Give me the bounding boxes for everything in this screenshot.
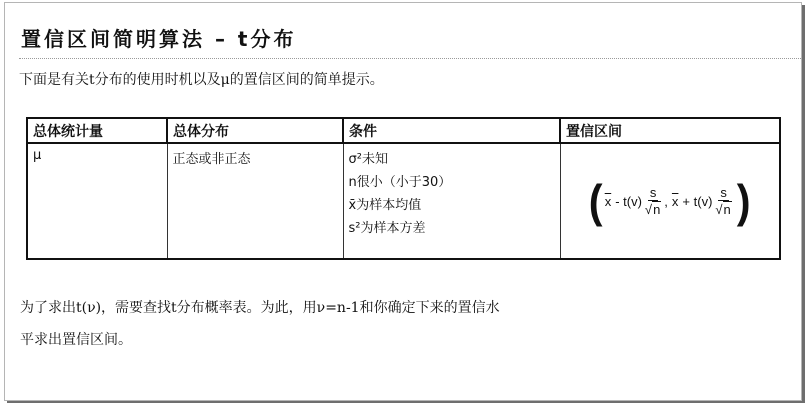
condition-item: n很小（小于30） bbox=[348, 175, 452, 190]
sqrt-icon: √ bbox=[644, 201, 653, 217]
cell-interval-formula bbox=[560, 143, 780, 259]
sqrt-radicand: n bbox=[653, 201, 661, 217]
condition-item: s²为样本方差 bbox=[348, 221, 426, 236]
condition-item: x̄为样本均值 bbox=[348, 198, 422, 213]
table-row bbox=[27, 143, 780, 259]
explanation-text bbox=[20, 292, 500, 356]
fraction-denominator bbox=[715, 201, 731, 218]
close-paren: ) bbox=[736, 175, 751, 227]
fraction-upper bbox=[715, 185, 731, 218]
sqrt-radicand: n bbox=[723, 201, 731, 217]
sample-mean: $\overline{x}$ bbox=[604, 193, 612, 209]
fraction-numerator: s bbox=[649, 184, 657, 200]
sample-mean: $\overline{x}$ bbox=[671, 193, 679, 209]
header-statistic: 总体统计量 bbox=[27, 118, 167, 143]
cell-conditions bbox=[343, 143, 560, 259]
title-divider bbox=[19, 58, 801, 59]
page-title: 置信区间简明算法 – t分布 bbox=[21, 27, 297, 51]
sqrt-icon: √ bbox=[715, 201, 723, 217]
explanation-line: 为了求出t(ν)，需要查找t分布概率表。为此，用ν=n-1和你确定下来的置信水 bbox=[20, 300, 500, 316]
explanation-line: 平求出置信区间。 bbox=[20, 332, 132, 348]
condition-item: σ²未知 bbox=[348, 152, 388, 167]
fraction-denominator bbox=[645, 201, 661, 218]
interval-formula bbox=[566, 175, 775, 227]
fraction-lower bbox=[645, 185, 661, 218]
minus-term: - t(v) bbox=[615, 193, 642, 209]
header-distribution: 总体分布 bbox=[167, 118, 343, 143]
header-interval: 置信区间 bbox=[560, 118, 780, 143]
plus-term: + t(v) bbox=[682, 193, 713, 209]
fraction-numerator: s bbox=[720, 184, 727, 200]
table-header-row bbox=[27, 118, 780, 143]
cell-distribution: 正态或非正态 bbox=[167, 143, 343, 259]
comma: , bbox=[664, 193, 668, 209]
cell-statistic: μ bbox=[27, 143, 167, 259]
header-conditions: 条件 bbox=[343, 118, 560, 143]
open-paren: ( bbox=[589, 175, 603, 227]
intro-text: 下面是有关t分布的使用时机以及μ的置信区间的简单提示。 bbox=[19, 72, 384, 88]
confidence-interval-table bbox=[26, 117, 781, 260]
